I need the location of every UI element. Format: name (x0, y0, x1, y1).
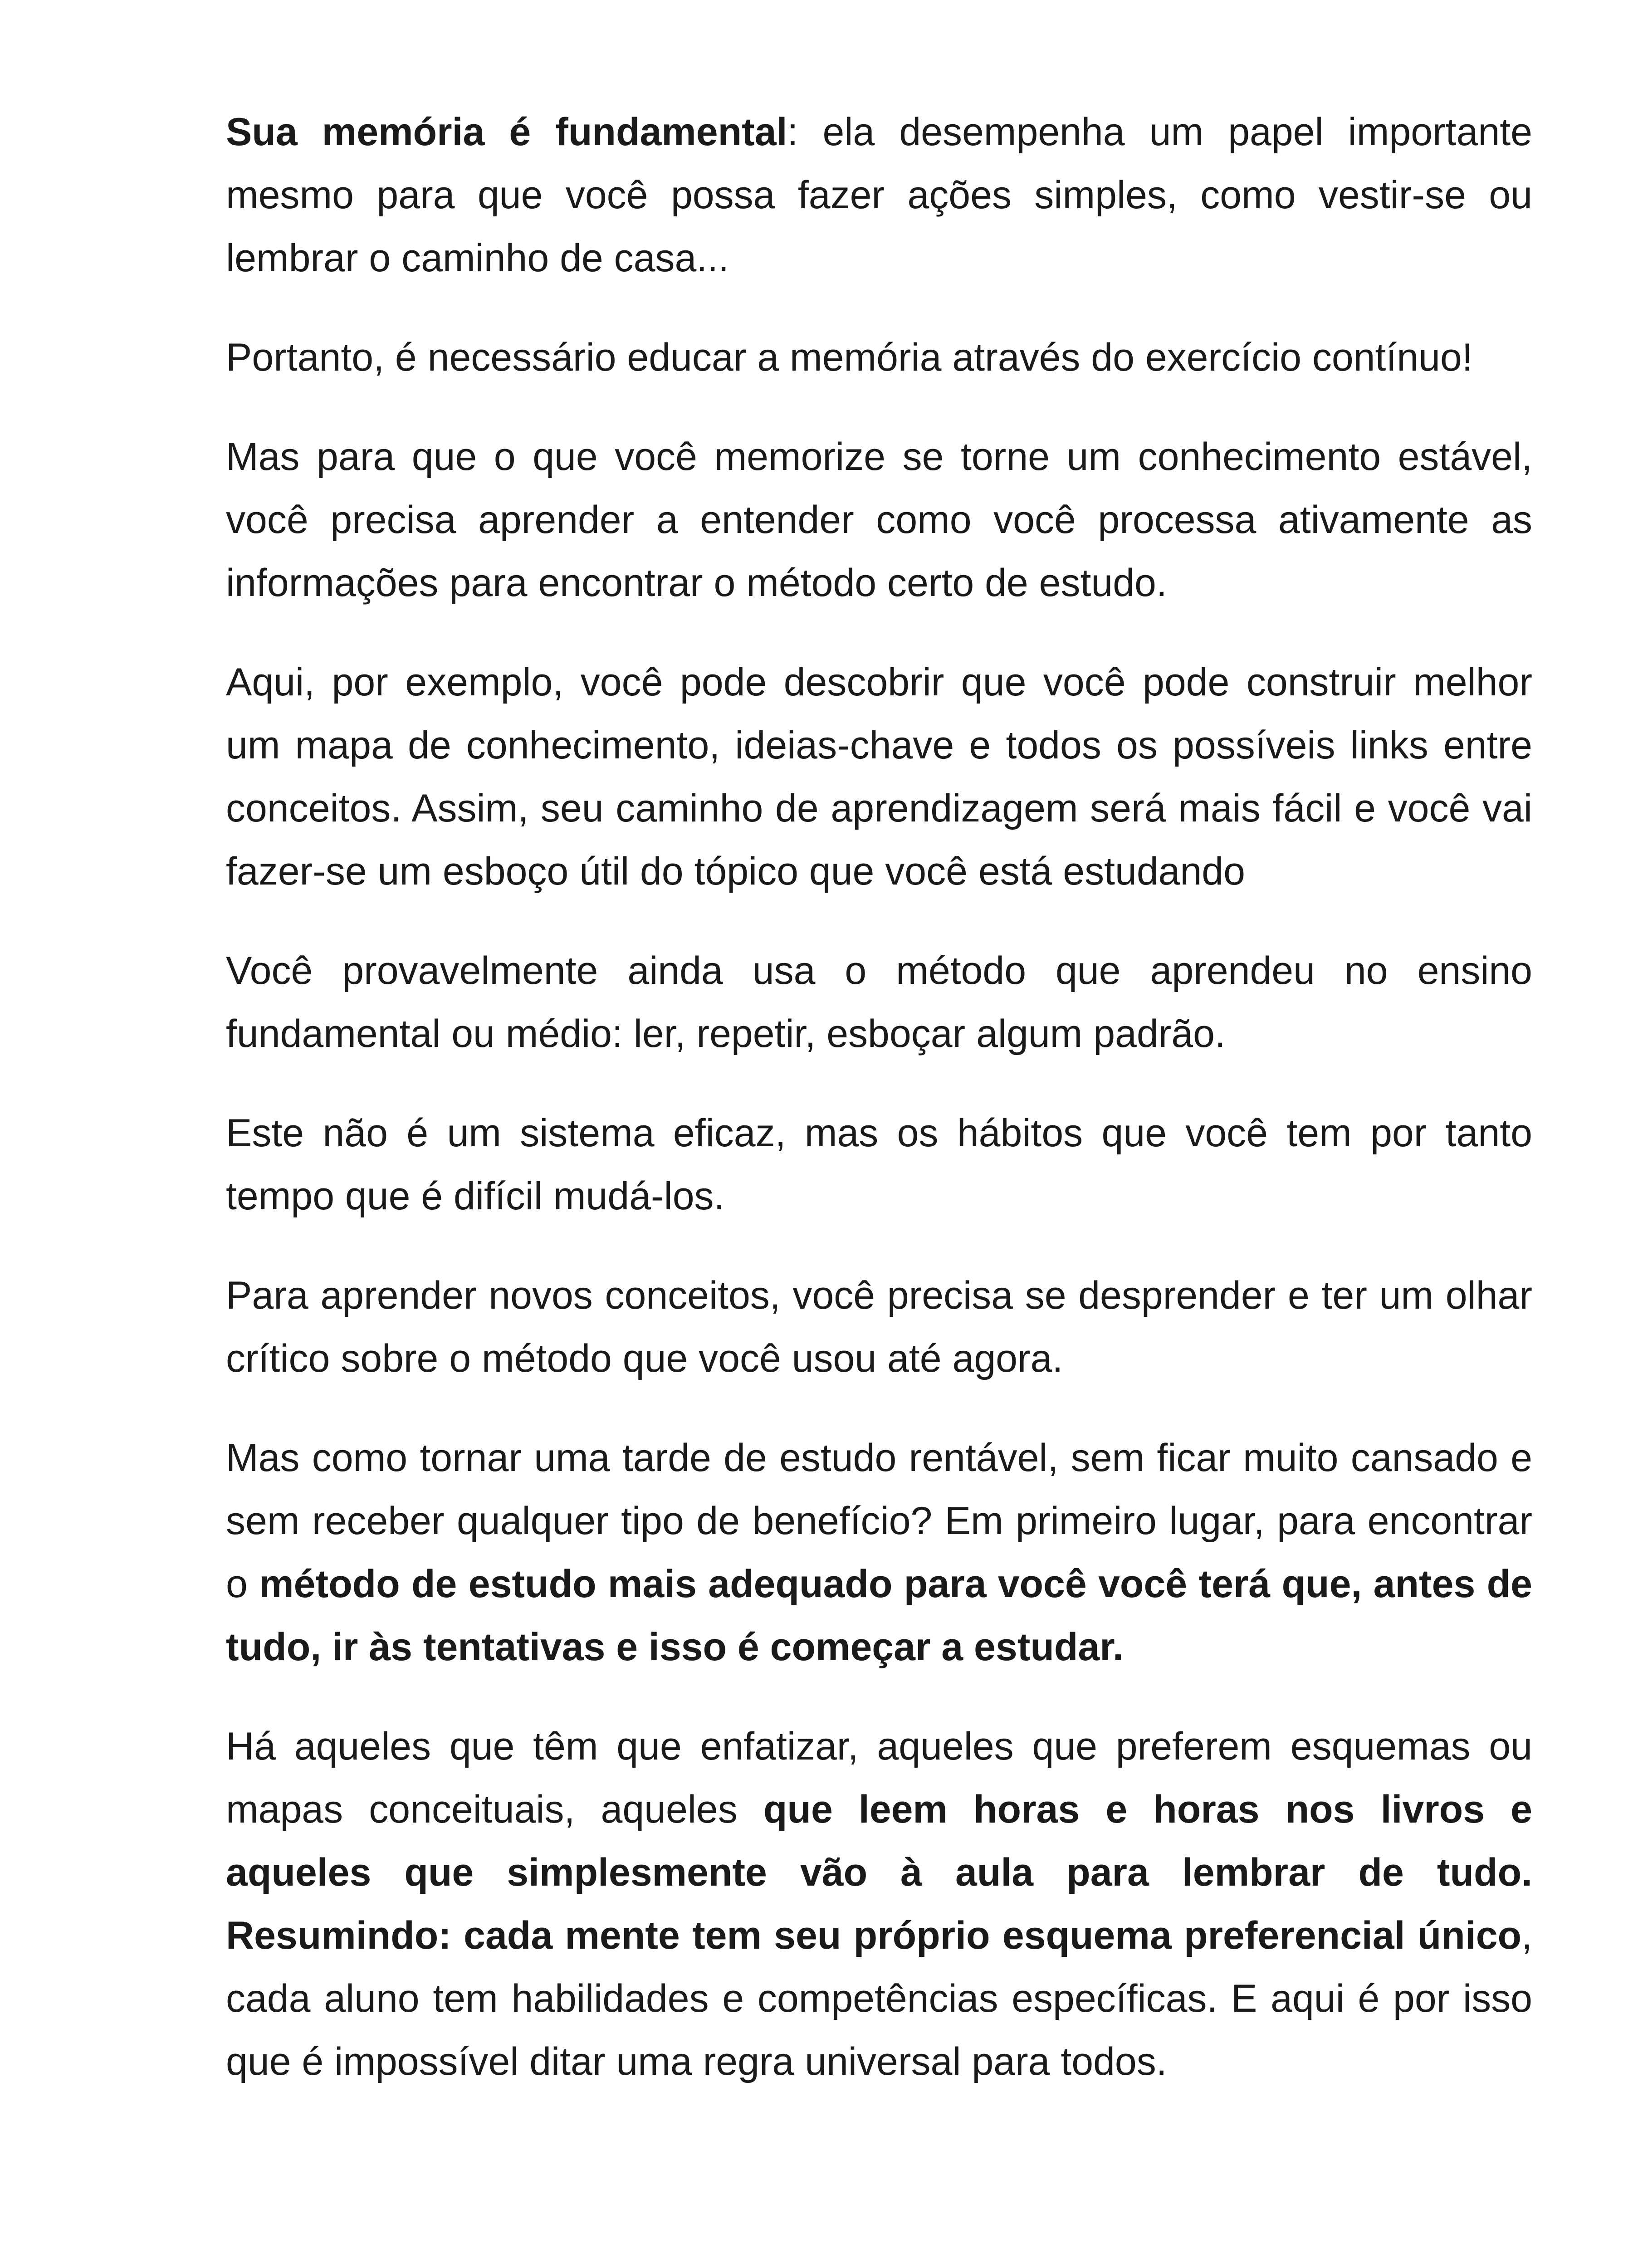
paragraph-6 (226, 1102, 1532, 1228)
paragraph-5 (226, 939, 1532, 1066)
paragraph-8 (226, 1427, 1532, 1679)
text-span: Aqui, por exemplo, você pode descobrir que você pode construir melhor um mapa de conhecimento, ideias-chave e todos os possíveis links entre conceitos. Assim, seu caminho de aprendizagem será mais fácil e você vai fazer-se um esboço útil do tópico que você está estudando (226, 660, 1532, 893)
text-span: Este não é um sistema eficaz, mas os hábitos que você tem por tanto tempo que é difícil mudá-los. (226, 1111, 1532, 1218)
bold-span: Sua memória é fundamental (226, 110, 787, 154)
text-span: : ela desempenha um papel importante mesmo para que você possa fazer ações simples, como vestir-se ou lembrar o caminho de casa... (226, 110, 1532, 280)
text-span: Há aqueles que têm que enfatizar, aqueles que preferem esquemas ou mapas conceituais, aqueles (226, 1725, 1532, 1831)
text-span: , cada aluno tem habilidades e competências específicas. E aqui é por isso que é impossível ditar uma regra universal para todos. (226, 1914, 1532, 2083)
text-span: Portanto, é necessário educar a memória através do exercício contínuo! (226, 336, 1473, 379)
text-span: Mas para que o que você memorize se torne um conhecimento estável, você precisa aprender a entender como você processa ativamente as informações para encontrar o método certo de estudo. (226, 435, 1532, 605)
paragraph-7 (226, 1264, 1532, 1390)
body-text (226, 101, 1532, 2130)
text-span: Mas como tornar uma tarde de estudo rentável, sem ficar muito cansado e sem receber qualquer tipo de benefício? Em primeiro lugar, para encontrar o (226, 1436, 1532, 1606)
text-span: Para aprender novos conceitos, você precisa se desprender e ter um olhar crítico sobre o método que você usou até agora. (226, 1274, 1532, 1380)
paragraph-2 (226, 326, 1532, 389)
paragraph-4 (226, 651, 1532, 903)
bold-span: método de estudo mais adequado para você você terá que, antes de tudo, ir às tentativas e isso é começar a estudar. (226, 1562, 1532, 1669)
paragraph-1 (226, 101, 1532, 290)
text-span: Você provavelmente ainda usa o método que aprendeu no ensino fundamental ou médio: ler, repetir, esboçar algum padrão. (226, 949, 1532, 1056)
bold-span: que leem horas e horas nos livros e aqueles que simplesmente vão à aula para lembrar de tudo. Resumindo: cada mente tem seu próprio esquema preferencial único (226, 1788, 1532, 1957)
paragraph-9 (226, 1715, 1532, 2093)
paragraph-3 (226, 425, 1532, 615)
